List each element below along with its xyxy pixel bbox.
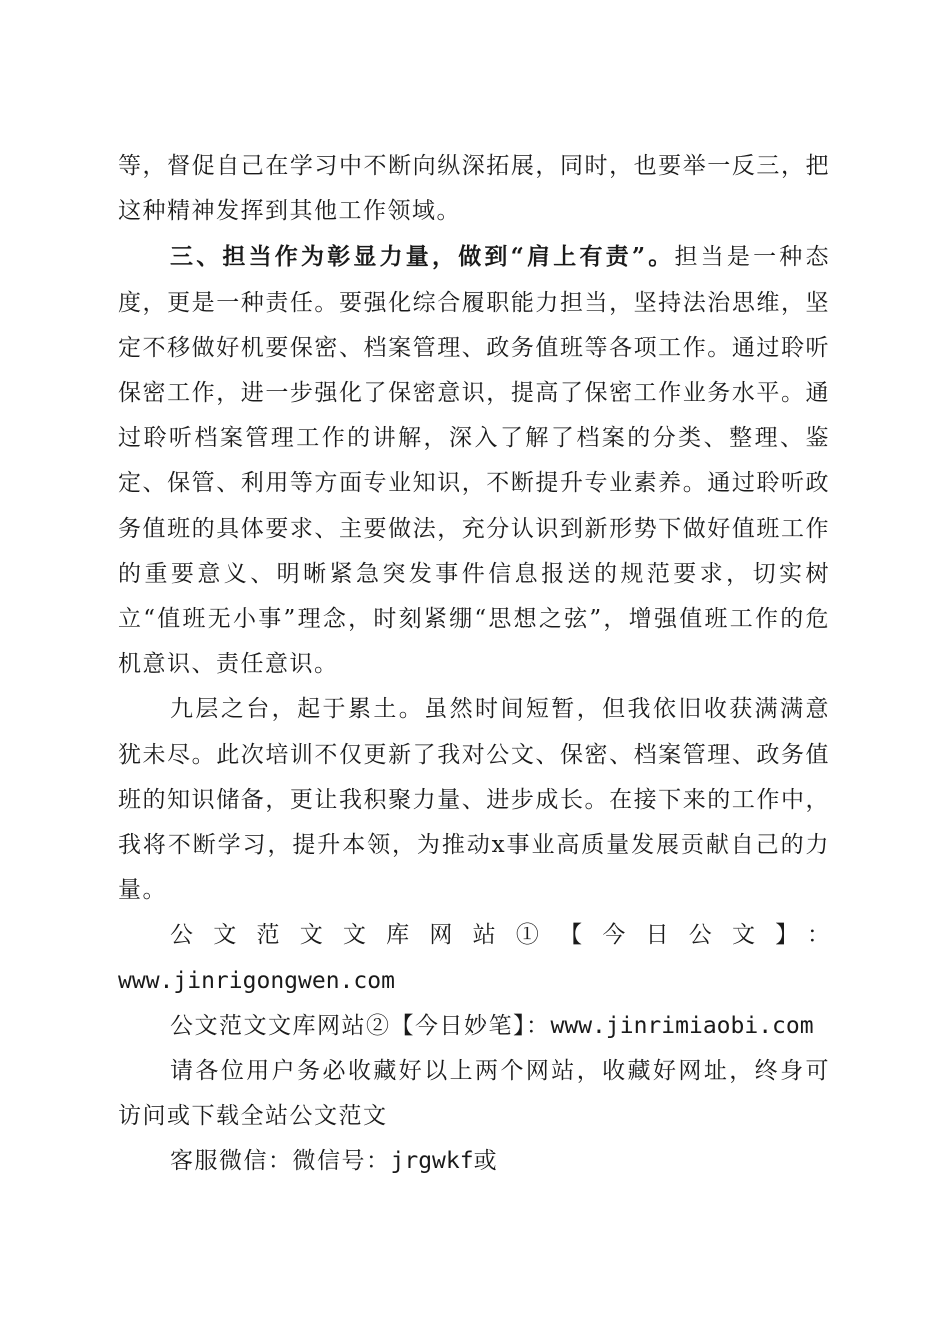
service-line [118,1139,830,1184]
paragraph-continuation: 等，督促自己在学习中不断向纵深拓展，同时，也要举一反三，把这种精神发挥到其他工作领域。 [118,153,830,225]
service-tail: 或 [473,1148,499,1175]
site2-line [118,1004,830,1049]
document-page [118,144,830,1185]
site1-line [118,913,830,958]
site1-url[interactable]: www.jinrigongwen.com [118,967,395,994]
service-label: 客服微信：微信号： [170,1148,391,1175]
site2-label: 公文范文文库网站②【今日妙笔】： [170,1012,551,1039]
site1-label: 公文范文文库网站①【今日公文】： [170,922,830,949]
notice-paragraph: 请各位用户务必收藏好以上两个网站，收藏好网址，终身可访问或下载全站公文范文 [118,1058,830,1130]
paragraph-conclusion: 九层之台，起于累土。虽然时间短暂，但我依旧收获满满意犹未尽。此次培训不仅更新了我对公文、保密、档案管理、政务值班的知识储备，更让我积聚力量、进步成长。在接下来的工作中，我将不断学习，提升本领，为推动x事业高质量发展贡献自己的力量。 [118,696,830,904]
service-id: jrgwkf [390,1148,474,1175]
section-heading: 三、担当作为彰显力量，做到“肩上有责”。 [170,243,675,271]
paragraph-section-three [118,234,830,687]
site2-url[interactable]: www.jinrimiaobi.com [550,1012,814,1039]
section-body: 担当是一种态度，更是一种责任。要强化综合履职能力担当，坚持法治思维，坚定不移做好机要保密、档案管理、政务值班等各项工作。通过聆听保密工作，进一步强化了保密意识，提高了保密工作业务水平。通过聆听档案管理工作的讲解，深入了解了档案的分类、整理、鉴定、保管、利用等方面专业知识，不断提升专业素养。通过聆听政务值班的具体要求、主要做法，充分认识到新形势下做好值班工作的重要意义、明晰紧急突发事件信息报送的规范要求，切实树立“值班无小事”理念，时刻紧绷“思想之弦”，增强值班工作的危机意识、责任意识。 [118,244,830,678]
site1-url-line [118,959,830,1004]
